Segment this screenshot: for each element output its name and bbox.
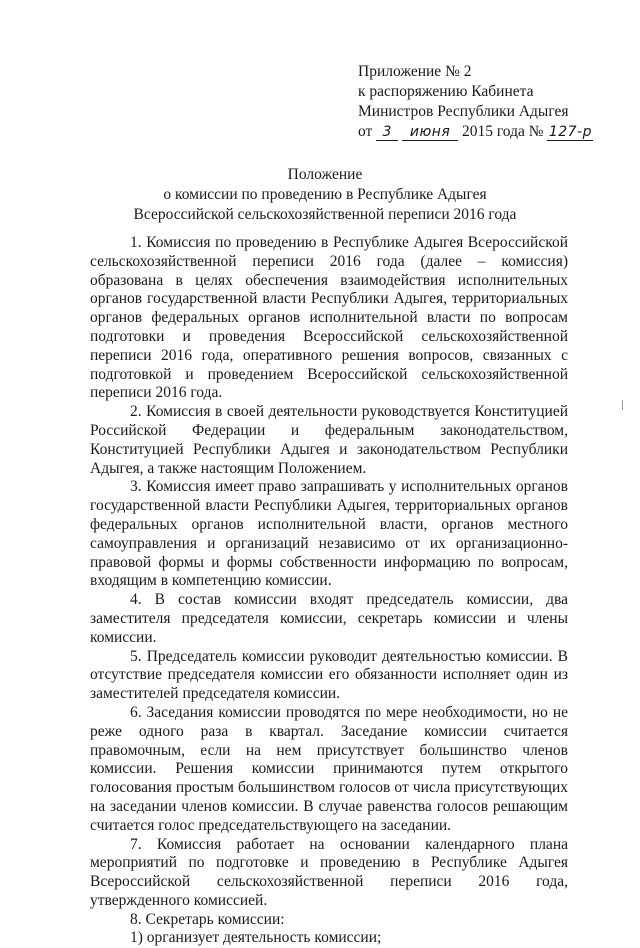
document-title — [90, 165, 560, 225]
title-line-2: о комиссии по проведению в Республике Адыгея — [163, 186, 487, 203]
paragraph-7: 7. Комиссия работает на основании календарного плана мероприятий по подготовке и проведению в Республике Адыгея Всероссийской сельскохозяйственной переписи 2016 года, утвержденного комиссией. — [90, 835, 568, 909]
date-month: июня — [402, 124, 458, 141]
paragraph-8-item-1: 1) организует деятельность комиссии; — [130, 929, 382, 947]
order-number: 127-р — [548, 124, 592, 140]
scan-mark — [622, 400, 623, 410]
annex-reference: к распоряжению Кабинета — [358, 83, 534, 100]
title-line-3: Всероссийской сельскохозяйственной переписи 2016 года — [133, 206, 517, 223]
paragraph-6: 6. Заседания комиссии проводятся по мере необходимости, но не реже одного раза в квартал. Заседание комиссии считается правомочным, если на нем присутствует большинство членов комиссии. Решения комиссии принимаются путем открытого голосования простым большинством голосов от числа присутствующих на заседании членов комиссии. В случае равенства голосов решающим считается голос председательствующего на заседании. — [90, 703, 568, 834]
date-year: 2015 года № — [461, 123, 544, 140]
document-body — [90, 234, 568, 948]
paragraph-2: 2. Комиссия в своей деятельности руководствуется Конституцией Российской Федерации и федеральным законодательством, Конституцией Республики Адыгея и законодательством Республики Адыгея, а также настоящим Положением. — [90, 403, 568, 477]
date-prefix: от — [358, 123, 373, 140]
paragraph-1: 1. Комиссия по проведению в Республике Адыгея Всероссийской сельскохозяйственной переписи 2016 года (далее – комиссия) образована в целях обеспечения взаимодействия исполнительных органов государственной власти Республики Адыгея, территориальных органов федеральных органов исполнительной власти по вопросам подготовки и проведения Всероссийской сельскохозяйственной переписи 2016 года, оперативного решения вопросов, связанных с подготовкой и проведением Всероссийской сельскохозяйственной переписи 2016 года. — [90, 234, 568, 402]
paragraph-5: 5. Председатель комиссии руководит деятельностью комиссии. В отсутствие председателя комиссии его обязанности исполняет один из заместителей председателя комиссии. — [90, 647, 568, 703]
date-day: 3 — [376, 124, 398, 141]
paragraph-4: 4. В состав комиссии входят председатель комиссии, два заместителя председателя комиссии, секретарь комиссии и члены комиссии. — [90, 591, 568, 646]
annex-number: Приложение № 2 — [358, 63, 472, 80]
title-line-1: Положение — [287, 166, 363, 183]
paragraph-3: 3. Комиссия имеет право запрашивать у исполнительных органов государственной власти Республики Адыгея, территориальных органов федеральных органов исполнительной власти, органов местного самоуправления и организаций независимо от их организационно-правовой формы и формы собственности информацию по вопросам, входящим в компетенцию комиссии. — [90, 478, 568, 590]
annex-issuer: Министров Республики Адыгея — [358, 103, 569, 120]
paragraph-8: 8. Секретарь комиссии: — [130, 910, 285, 928]
annex-date-line — [358, 122, 593, 142]
annex-block — [358, 62, 593, 142]
